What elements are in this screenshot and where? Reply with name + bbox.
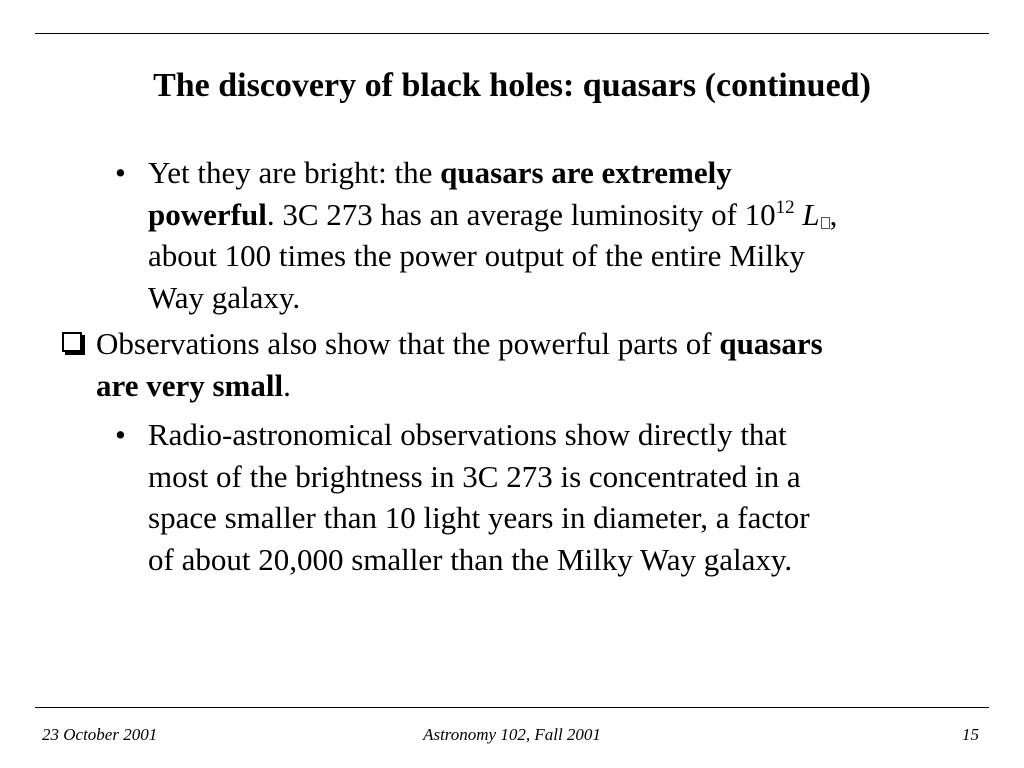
bold-text: quasars bbox=[719, 326, 823, 361]
text-line bbox=[148, 152, 988, 194]
text-run: . bbox=[283, 367, 291, 403]
text-run: Yet they are bright: the bbox=[148, 155, 441, 190]
bold-text: powerful bbox=[148, 196, 267, 232]
text-line bbox=[96, 365, 991, 407]
box-paragraph-small-quasars bbox=[96, 323, 991, 406]
text-run: . 3C 273 has an average luminosity of 10 bbox=[266, 196, 776, 232]
footer-course: Astronomy 102, Fall 2001 bbox=[423, 725, 601, 744]
text-line: Radio-astronomical observations show directly that bbox=[148, 417, 787, 452]
text-line: about 100 times the power output of the entire Milky bbox=[148, 238, 805, 273]
text-line bbox=[148, 194, 988, 236]
text-run: Observations also show that the powerful parts of bbox=[96, 326, 720, 361]
luminosity-symbol: L bbox=[802, 196, 820, 232]
bullet-paragraph-luminosity bbox=[148, 152, 988, 318]
text-run: , bbox=[829, 196, 838, 232]
text-line: most of the brightness in 3C 273 is concentrated in a bbox=[148, 458, 801, 494]
text-line: space smaller than 10 light years in diameter, a factor bbox=[148, 500, 810, 535]
bullet-marker: • bbox=[115, 155, 126, 190]
text-line: Way galaxy. bbox=[148, 279, 301, 315]
bold-text: quasars are extremely bbox=[440, 155, 732, 190]
bullet-paragraph-radio bbox=[148, 414, 988, 580]
text-line: of about 20,000 smaller than the Milky Way galaxy. bbox=[148, 541, 793, 577]
page-number: 15 bbox=[962, 725, 979, 744]
checkbox-bullet-icon bbox=[62, 332, 82, 352]
bottom-rule bbox=[35, 707, 989, 708]
bullet-marker: • bbox=[115, 417, 126, 452]
footer-date: 23 October 2001 bbox=[42, 725, 158, 744]
solar-symbol-placeholder-icon bbox=[821, 217, 830, 229]
text-line bbox=[96, 323, 991, 365]
superscript-exponent: 12 bbox=[775, 196, 795, 218]
top-rule bbox=[35, 33, 989, 34]
slide-title: The discovery of black holes: quasars (continued) bbox=[153, 67, 871, 104]
bold-text: are very small bbox=[96, 367, 284, 403]
